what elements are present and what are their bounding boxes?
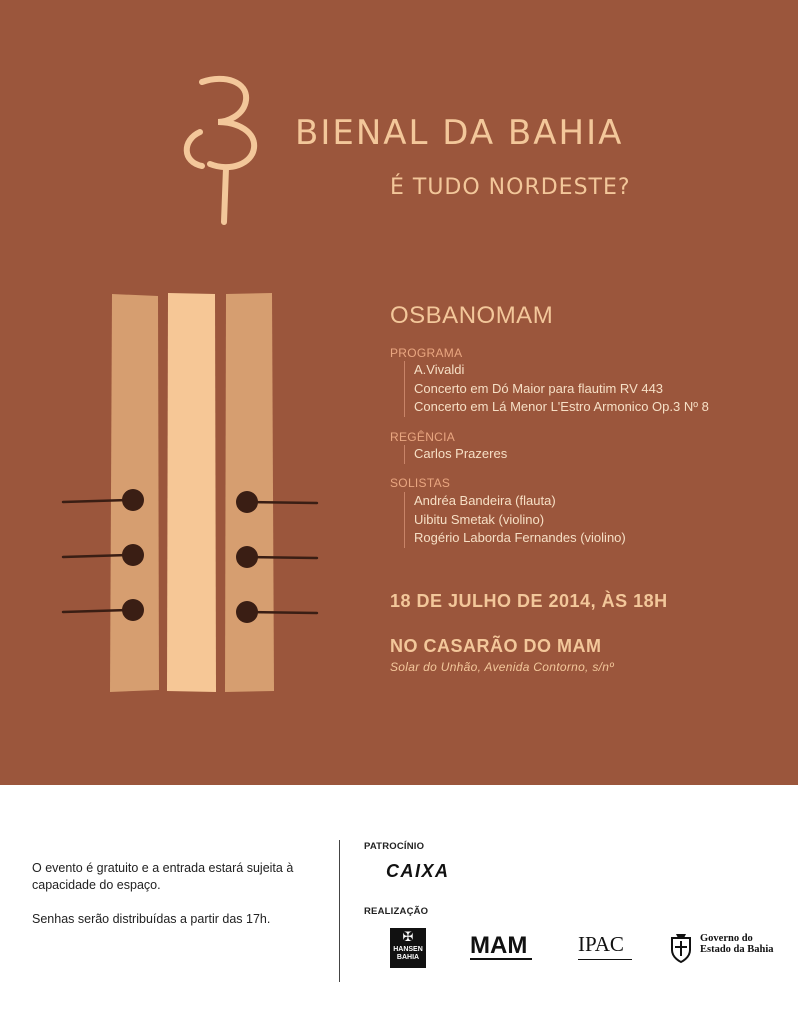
list-item: Concerto em Lá Menor L'Estro Armonico Op.3 Nº 8 xyxy=(414,399,709,415)
tuning-peg-icon xyxy=(122,544,144,566)
ipac-underline xyxy=(578,959,632,960)
section-label-regencia: REGÊNCIA xyxy=(390,430,456,444)
footer-divider xyxy=(339,840,340,982)
tuning-peg-icon xyxy=(236,601,258,623)
sponsor-label: PATROCÍNIO xyxy=(364,841,425,852)
list-item: Concerto em Dó Maior para flautim RV 443 xyxy=(414,380,664,396)
caixa-logo: CAIXA xyxy=(386,861,450,881)
info-tickets: Senhas serão distribuídas a partir das 17h. xyxy=(32,912,271,926)
list-item: Uibitu Smetak (violino) xyxy=(414,511,545,527)
instrument-illustration xyxy=(55,290,325,695)
hansen-bahia-logo xyxy=(390,928,426,968)
coat-of-arms-icon xyxy=(668,932,694,964)
section-list-solistas xyxy=(404,492,626,548)
mam-logo-text: MAM xyxy=(470,932,528,959)
event-info xyxy=(32,860,332,945)
event-subtitle: É TUDO NORDESTE? xyxy=(390,175,631,200)
section-list-programa xyxy=(404,361,709,417)
info-free-entry: O evento é gratuito e a entrada estará sujeita à capacidade do espaço. xyxy=(32,861,294,892)
hansen-monogram-icon: ✠ xyxy=(402,929,414,944)
orchestra-name: OSBANOMAM xyxy=(390,302,554,329)
mam-logo xyxy=(470,932,532,960)
governo-bahia-logo xyxy=(668,932,774,966)
tuning-peg-icon xyxy=(122,599,144,621)
ipac-logo-text: IPAC xyxy=(578,932,624,956)
hansen-logo-text: HANSEN BAHIA xyxy=(393,946,423,961)
tuning-peg-icon xyxy=(236,546,258,568)
governo-line1: Governo do xyxy=(700,933,753,944)
list-item: Rogério Laborda Fernandes (violino) xyxy=(414,530,626,546)
list-item: Carlos Prazeres xyxy=(414,446,508,461)
list-item: Andréa Bandeira (flauta) xyxy=(414,493,556,508)
event-title: BIENAL DA BAHIA xyxy=(295,113,624,153)
section-label-solistas: SOLISTAS xyxy=(390,476,451,490)
governo-line2: Estado da Bahia xyxy=(700,944,774,955)
section-label-programa: PROGRAMA xyxy=(390,346,463,360)
list-item: A.Vivaldi xyxy=(414,362,465,377)
realization-label: REALIZAÇÃO xyxy=(364,906,429,917)
event-address: Solar do Unhão, Avenida Contorno, s/nº xyxy=(390,660,614,674)
biennial-number-three-icon xyxy=(180,72,270,232)
section-list-regencia xyxy=(404,445,507,464)
event-date: 18 DE JULHO DE 2014, ÀS 18H xyxy=(390,591,668,611)
tuning-peg-icon xyxy=(236,491,258,513)
tuning-peg-icon xyxy=(122,489,144,511)
event-venue: NO CASARÃO DO MAM xyxy=(390,636,602,656)
ipac-logo xyxy=(578,932,632,960)
